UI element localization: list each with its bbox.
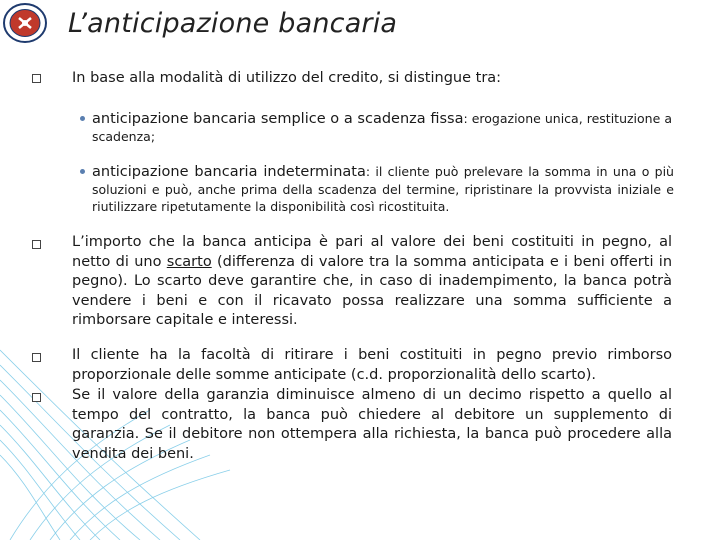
sub-item-semplice-text: : erogazione unica, restituzione a scadenza; [92,111,672,144]
bullet-icon [32,393,41,402]
bullet-icon [32,74,41,83]
paragraph-garanzia: Se il valore della garanzia diminuisce almeno di un decimo rispetto a quello al tempo del contratto, la banca può chiedere al debitore un supplemento di garanzia. Se il debitore non ottempera alla richiesta, la banca può procedere alla vendita dei beni. [72,387,672,462]
paragraph-ritiro: Il cliente ha la facoltà di ritirare i beni costituiti in pegno previo rimborso proporzionale delle somme anticipate (c.d. proporzionalità dello scarto). [72,347,672,383]
sub-item-indeterminata-term: anticipazione bancaria indeterminata [92,164,366,180]
page-title: L’anticipazione bancaria [68,8,398,39]
sub-item-indeterminata [92,163,674,215]
paragraph-importo-end: (differenza di valore tra la somma anticipata e i beni offerti in pegno). Lo scarto deve garantire che, in caso di inadempimento, la banca potrà vendere i beni e con il ricavato possa realizzare una somma sufficiente a rimborsare capitale e interessi. [72,253,673,328]
bullet-icon [32,240,41,249]
paragraph-modalita: In base alla modalità di utilizzo del credito, si distingue tra: [72,70,502,86]
bullet-icon [32,353,41,362]
sub-item-semplice-term: anticipazione bancaria semplice o a scadenza fissa [92,111,464,127]
sub-item-indeterminata-text: : il cliente può prelevare la somma in una o più soluzioni e può, anche prima della scadenza del termine, ripristinare la provvista iniziale e riutilizzare ripetutamente la disponibilità così ricostituita. [92,164,674,214]
keyword-scarto: scarto [166,253,212,270]
paragraph-importo [72,233,672,331]
sub-item-semplice [92,110,672,145]
dot-icon [80,116,85,121]
dot-icon [80,169,85,174]
paragraph-importo-start: L’importo che la banca anticipa è pari al valore dei beni costituiti in pegno, al netto di uno [72,234,672,270]
